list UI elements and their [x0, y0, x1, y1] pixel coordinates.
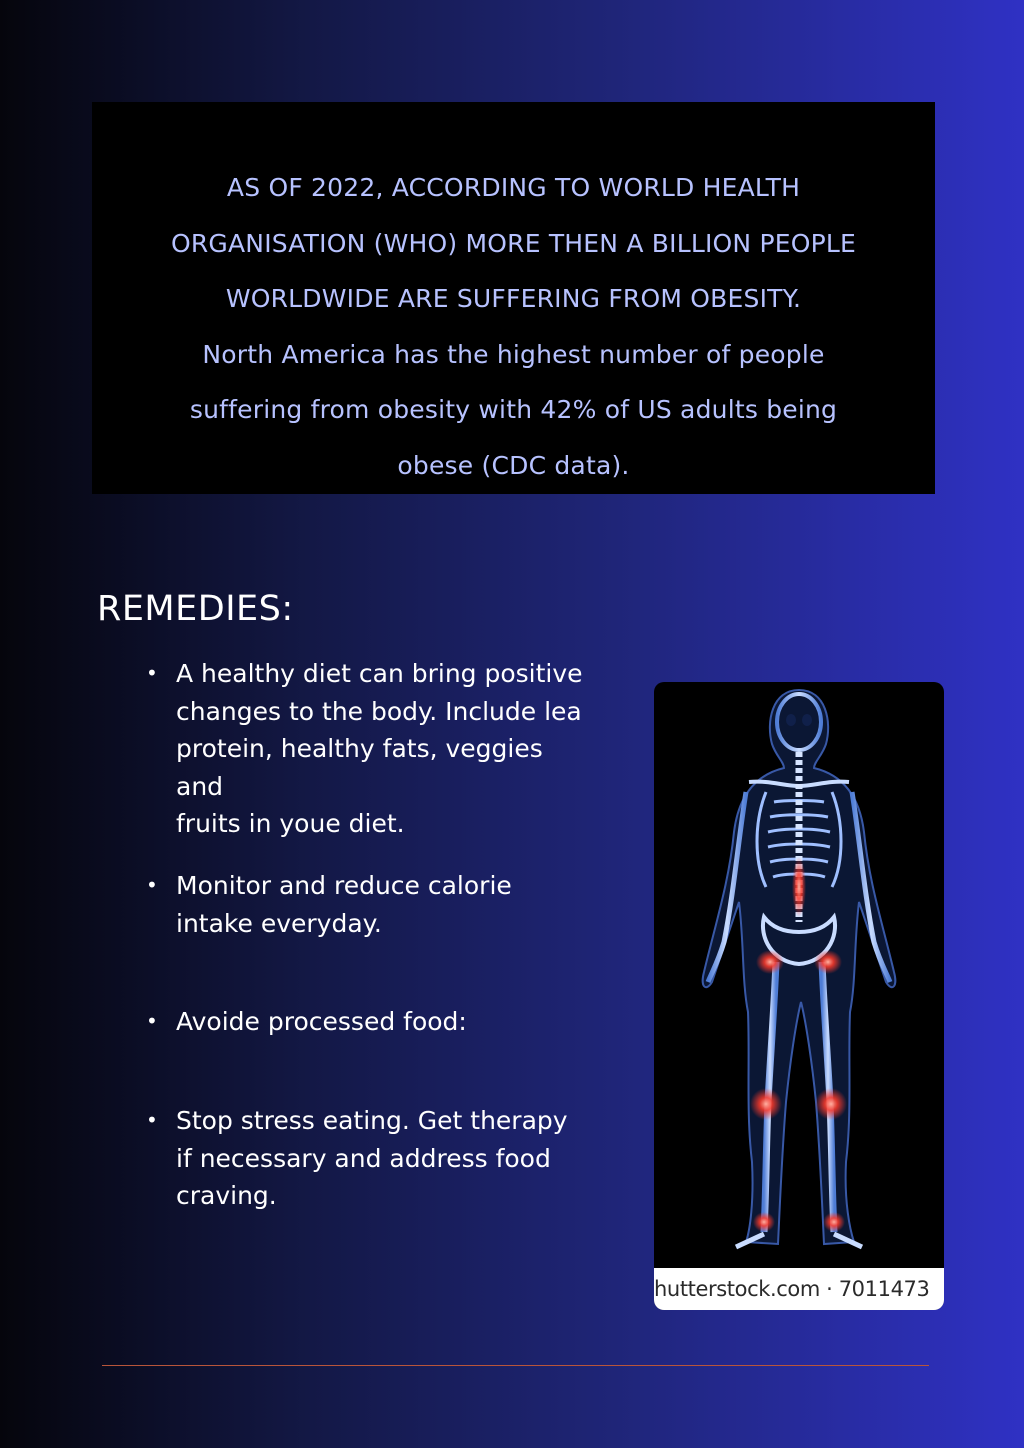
image-watermark-caption: hutterstock.com · 7011473 — [654, 1268, 944, 1310]
bullet-icon: • — [146, 661, 158, 685]
bullet-icon: • — [146, 1009, 158, 1033]
remedy-line: Avoide processed food: — [176, 1007, 467, 1036]
remedy-line: if necessary and address food — [176, 1143, 551, 1173]
hip-joint-glow — [756, 950, 784, 974]
eye-socket — [786, 714, 796, 726]
remedy-line: A healthy diet can bring positive — [176, 659, 583, 688]
remedy-line: craving. — [176, 1181, 277, 1210]
statistics-box — [92, 102, 935, 494]
remedy-item-calories — [146, 867, 596, 942]
footer-divider — [102, 1365, 929, 1366]
remedy-line: intake everyday. — [176, 908, 382, 938]
remedy-line: Monitor and reduce calorie — [176, 871, 512, 900]
hip-joint-glow — [814, 950, 842, 974]
remedy-item-stress-eating — [146, 1102, 596, 1215]
skeleton-illustration — [654, 682, 944, 1268]
spine-lumbar-highlight — [792, 857, 806, 917]
remedy-line: protein, healthy fats, veggies and — [176, 734, 543, 801]
bullet-icon: • — [146, 873, 158, 897]
remedy-line: Stop stress eating. Get therapy — [176, 1106, 568, 1135]
bullet-icon: • — [146, 1108, 158, 1132]
stat-line: suffering from obesity with 42% of US adults being — [189, 395, 838, 424]
stat-line: North America has the highest number of people — [202, 339, 825, 369]
stat-line: WORLDWIDE ARE SUFFERING FROM OBESITY. — [225, 284, 802, 313]
knee-joint-glow — [815, 1088, 847, 1120]
remedy-line: changes to the body. Include lea — [176, 696, 582, 726]
remedies-heading: REMEDIES: — [97, 589, 294, 629]
stat-line: AS OF 2022, ACCORDING TO WORLD HEALTH — [226, 173, 801, 202]
remedy-line: fruits in youe diet. — [176, 809, 405, 838]
remedy-item-processed-food — [146, 1003, 596, 1041]
stat-line: obese (CDC data). — [397, 450, 630, 480]
stat-line: ORGANISATION (WHO) MORE THEN A BILLION PEOPLE — [170, 228, 857, 258]
ankle-joint-glow — [753, 1212, 775, 1232]
eye-socket — [802, 714, 812, 726]
knee-joint-glow — [750, 1088, 782, 1120]
remedy-item-diet — [146, 655, 596, 843]
body-silhouette — [703, 690, 896, 1244]
skeleton-xray-image — [654, 682, 944, 1310]
ankle-joint-glow — [823, 1212, 845, 1232]
